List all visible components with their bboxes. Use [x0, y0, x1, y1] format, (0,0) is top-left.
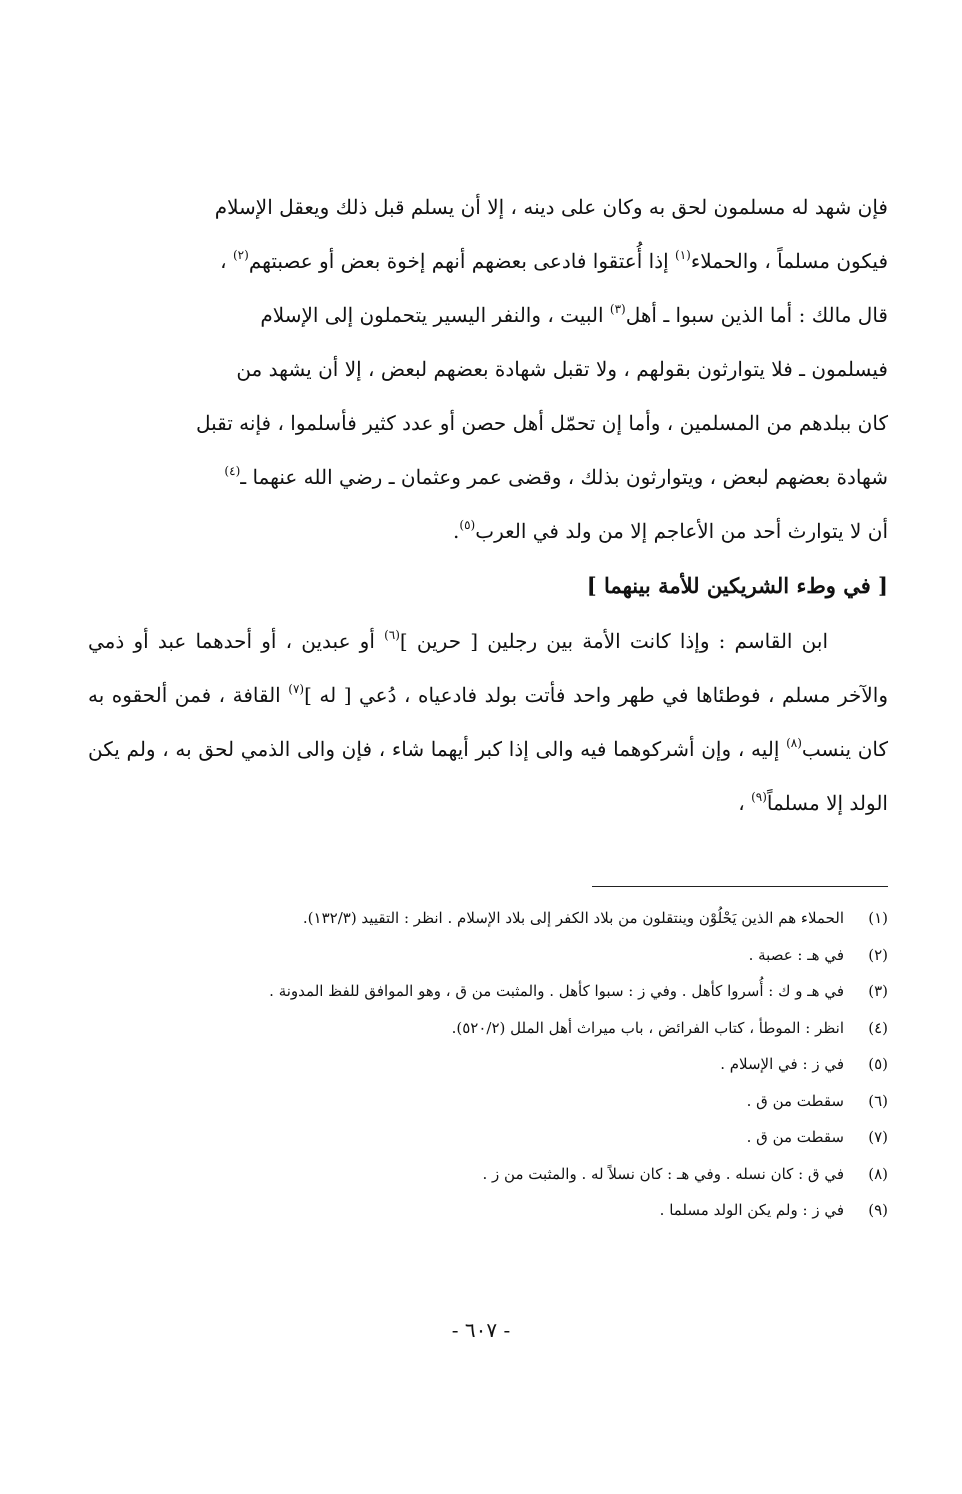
footnote-item	[88, 1119, 888, 1156]
text-line: فإن شهد له مسلمون لحق به وكان على دينه ، إلا أن يسلم قبل ذلك ويعقل الإسلام	[214, 195, 888, 219]
section-heading: [ في وطء الشريكين للأمة بينهما ]	[586, 573, 888, 598]
footnote-text: في هـ : عصبة .	[748, 945, 844, 964]
footnote-number: (٦)	[868, 1091, 888, 1110]
text-line: فيكون مسلماً ، والحملاء	[690, 249, 888, 273]
text-line: .	[453, 519, 460, 543]
footnote-ref: (١)	[675, 248, 691, 262]
text-run: ،	[738, 791, 752, 815]
footnote-ref: (٥)	[459, 518, 476, 532]
footnote-text: في ز : ولم يكن الولد مسلما .	[659, 1201, 844, 1219]
text-line: إذا أُعتقوا فادعى بعضهم أنهم إخوة بعض أو عصبتهم	[248, 249, 676, 273]
paragraph-1	[88, 180, 888, 558]
footnote-text: سقطت من ق .	[746, 1128, 844, 1146]
footnote-item	[88, 1156, 888, 1193]
footnote-item	[88, 1046, 888, 1083]
text-run: ابن القاسم : وإذا كانت الأمة بين رجلين [ حرين ]	[399, 629, 829, 653]
footnote-number: (٤)	[868, 1018, 888, 1037]
text-line: شهادة بعضهم لبعض ، ويتوارثون بذلك ، وقضى عمر وعثمان ـ رضي الله عنهما ـ	[240, 465, 888, 489]
footnote-number: (٥)	[868, 1055, 888, 1073]
text-line: فيسلمون ـ فلا يتوارثون بقولهم ، ولا تقبل شهادة بعضهم لبعض ، إلا أن يشهد من	[236, 357, 888, 381]
footnote-text: انظر : الموطأ ، كتاب الفرائض ، باب ميراث أهل الملل (٥٢٠/٢).	[451, 1018, 844, 1037]
footnote-ref: (٩)	[751, 790, 767, 804]
paragraph-2	[88, 614, 888, 830]
footnote-ref: (٨)	[786, 736, 802, 750]
footnote-text: في هـ و ك : أُسروا كأهل . وفي ز : سبوا كأهل . والمثبت من ق ، وهو الموافق للفظ المدونة .	[269, 982, 844, 1000]
footnote-ref: (٦)	[384, 628, 400, 642]
footnote-ref: (٧)	[288, 682, 305, 696]
text-run: القافة ، فمن ألحقوه به كان ينسب	[88, 683, 888, 761]
main-text	[88, 180, 888, 830]
text-line: البيت ، والنفر اليسير يتحملون إلى الإسلام	[260, 303, 610, 327]
footnote-item	[88, 900, 888, 937]
footnote-item	[88, 1192, 888, 1229]
footnote-number: (٢)	[868, 945, 888, 964]
text-line: ،	[220, 249, 233, 273]
footnote-item	[88, 937, 888, 974]
footnote-number: (١)	[868, 909, 888, 927]
footnote-number: (٩)	[868, 1201, 888, 1219]
text-line: كان ببلدهم من المسلمين ، وأما إن تحمّل أهل حصن أو عدد كثير فأسلموا ، فإنه تقبل	[195, 411, 888, 435]
footnote-ref: (٤)	[224, 464, 241, 478]
footnote-separator	[592, 886, 888, 887]
footnote-text: في ز : في الإسلام .	[720, 1055, 844, 1073]
footnote-ref: (٣)	[609, 302, 626, 316]
footnote-item	[88, 1083, 888, 1120]
footnote-text: سقطت من ق .	[746, 1091, 844, 1110]
footnote-text: الحملاء هم الذين يَحْلُوْن وينتقلون من بلاد الكفر إلى بلاد الإسلام . انظر : التقييد (١٣٢/٣).	[302, 909, 844, 927]
footnote-item	[88, 1010, 888, 1047]
footnote-number: (٨)	[868, 1164, 888, 1183]
text-line: أن لا يتوارث أحد من الأعاجم إلا من ولد في العرب	[475, 519, 888, 543]
footnote-number: (٧)	[868, 1128, 888, 1146]
footnote-text: في ق : كان نسله . وفي هـ : كان نسلاً له . والمثبت من ز .	[482, 1164, 844, 1183]
footnotes-list	[88, 900, 888, 1229]
page-number: - ٦٠٧ -	[451, 1318, 511, 1342]
footnote-item	[88, 973, 888, 1010]
text-run: أو عبدين ، أو أحدهما عبد أو ذمي والآخر مسلم ، فوطئاها في طهر واحد فأتت بولد فادعياه ، دُعي [ له ]	[88, 629, 888, 707]
text-run: إليه ، وإن أشركوهما فيه والى إذا كبر أيهما شاء ، فإن والى الذمي لحق به ، ولم يكن الولد إلا مسلماً	[88, 737, 888, 815]
footnote-number: (٣)	[868, 982, 888, 1000]
footnote-ref: (٢)	[232, 248, 249, 262]
text-line: قال مالك : أما الذين سبوا ـ أهل	[625, 303, 888, 327]
